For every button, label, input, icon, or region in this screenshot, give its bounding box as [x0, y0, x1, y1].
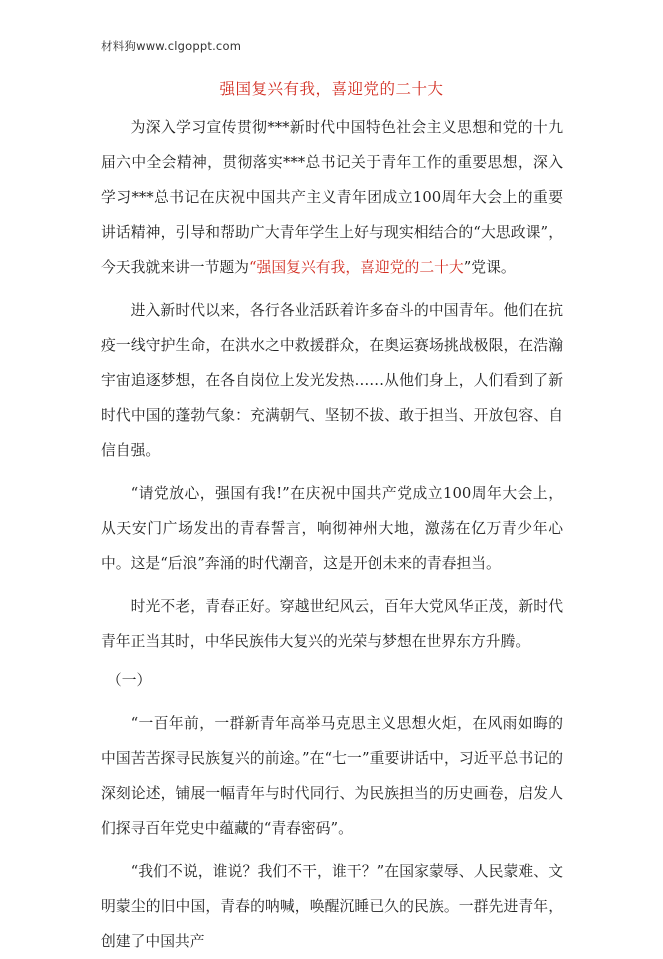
paragraph-pledge: “请党放心，强国有我!”在庆祝中国共产党成立100周年大会上，从天安门广场发出的青春誓言，响彻神州大地，激荡在亿万青少年心中。这是“后浪”奔涌的时代潮音，这是开创未来的青春担当。 — [101, 485, 563, 572]
paragraph-awakening: “我们不说，谁说？我们不干，谁干？”在国家蒙辱、人民蒙难、文明蒙尘的旧中国，青春的呐喊，唤醒沉睡已久的民族。一群先进青年，创建了中国共产 — [101, 863, 563, 950]
header-watermark: 材料狗www.clgoppt.com — [101, 39, 242, 53]
paragraph-history: “一百年前，一群新青年高举马克思主义思想火炬，在风雨如晦的中国苦苦探寻民族复兴的前途。”在“七一”重要讲话中，习近平总书记的深刻论述，铺展一幅青年与时代同行、为民族担当的历史画卷，启发人们探寻百年党史中蕴藏的“青春密码”。 — [101, 715, 563, 837]
paragraph-youth: 时光不老，青春正好。穿越世纪风云，百年大党风华正茂，新时代青年正当其时，中华民族伟大复兴的光荣与梦想在世界东方升腾。 — [101, 598, 563, 650]
section-heading-one: （一） — [106, 672, 152, 689]
lesson-title-highlight: “强国复兴有我，喜迎党的二十大 — [248, 259, 464, 276]
intro-text-end: ”党课。 — [463, 259, 516, 276]
document-title: 强国复兴有我，喜迎党的二十大 — [219, 80, 444, 98]
intro-text: 为深入学习宣传贯彻***新时代中国特色社会主义思想和党的十九届六中全会精神，贯彻落实***总书记关于青年工作的重要思想，深入学习***总书记在庆祝中国共产主义青年团成立100周年大会上的重要讲话精神，引导和帮助广大青年学生上好与现实相结合的“大思政课”，今天我就来讲一节题为 — [101, 119, 563, 276]
paragraph-new-era: 进入新时代以来，各行各业活跃着许多奋斗的中国青年。他们在抗疫一线守护生命，在洪水之中救援群众，在奥运赛场挑战极限，在浩瀚宇宙追逐梦想，在各自岗位上发光发热……从他们身上，人们看到了新时代中国的蓬勃气象：充满朝气、坚韧不拔、敢于担当、开放包容、自信自强。 — [101, 302, 563, 459]
paragraph-intro — [101, 110, 563, 285]
document-body — [101, 110, 563, 959]
